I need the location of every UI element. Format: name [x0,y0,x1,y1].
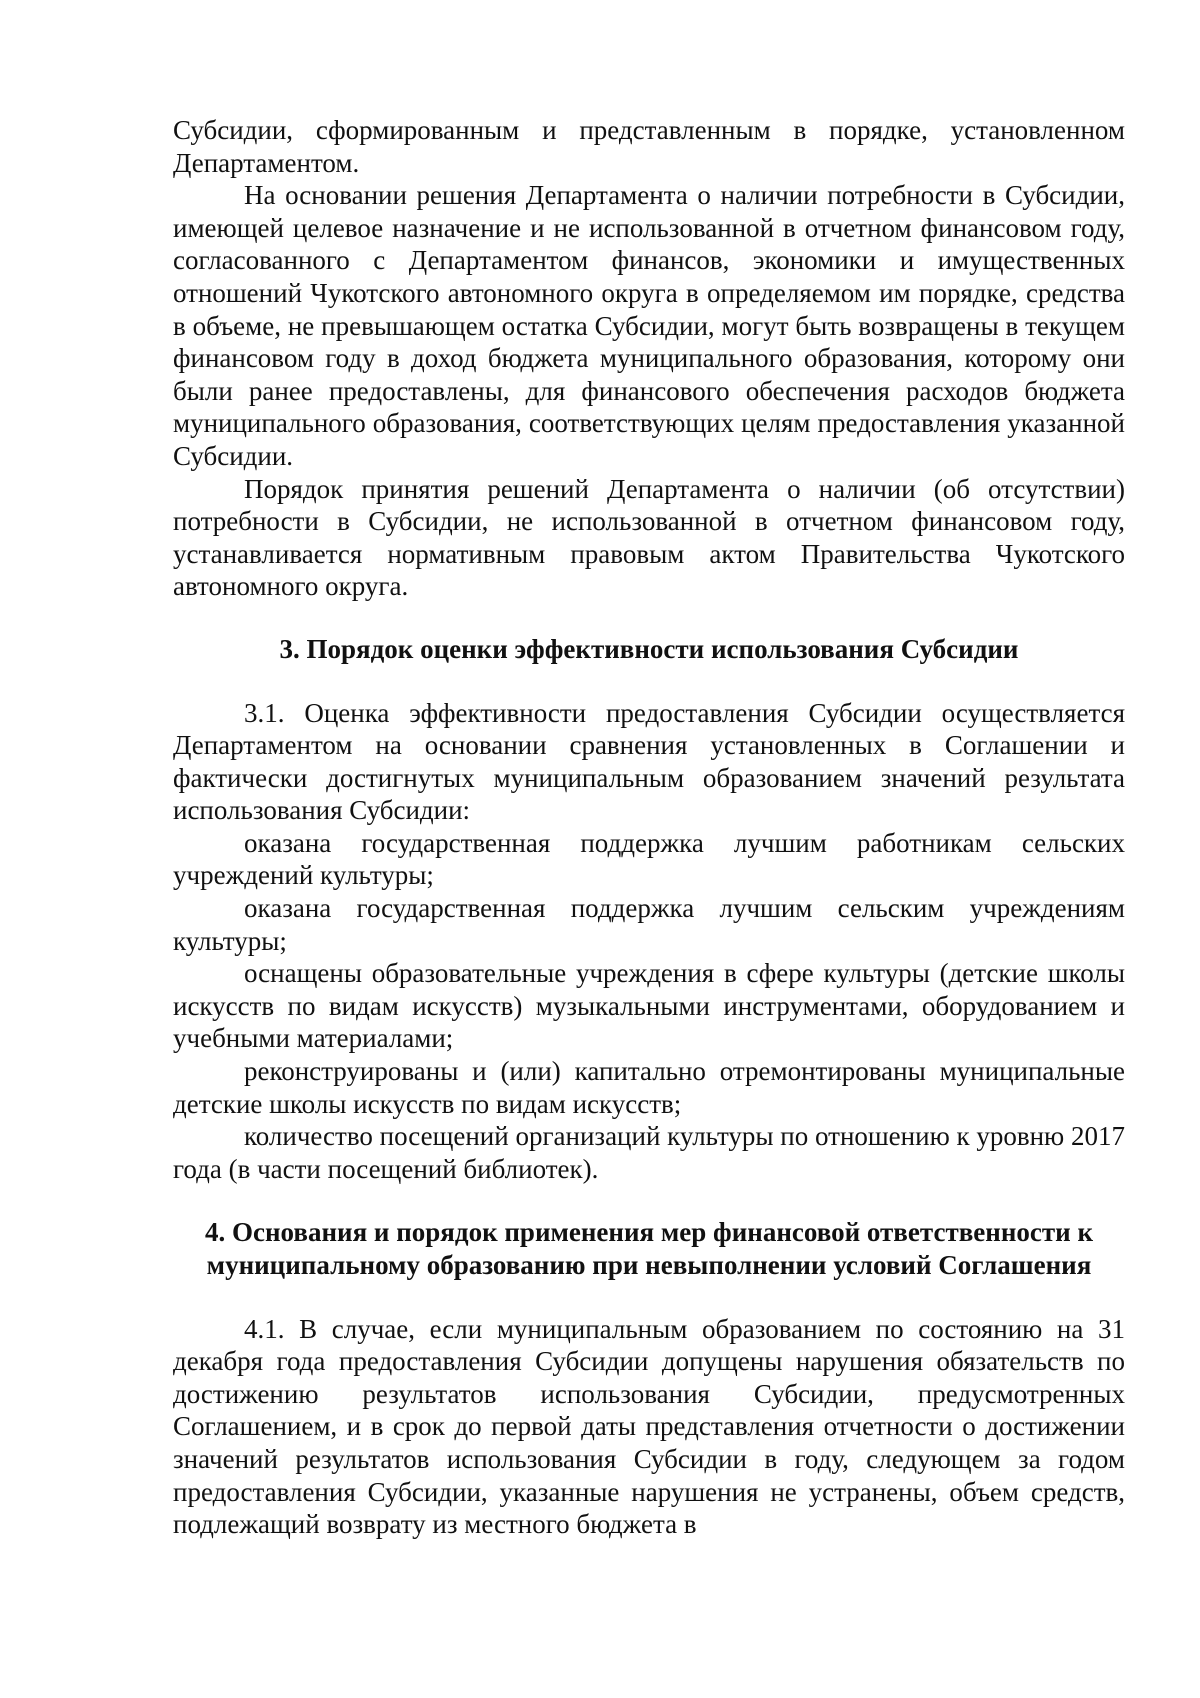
list-item-result-3: оснащены образовательные учреждения в сфере культуры (детские школы искусств по видам искусств) музыкальными инструментами, оборудованием и учебными материалами; [173,958,1125,1054]
section-4-heading-line-1: 4. Основания и порядок применения мер финансовой ответственности к [205,1217,1093,1248]
paragraph-continuation: Субсидии, сформированным и представленным в порядке, установленном Департаментом. [173,115,1125,178]
document-page [173,114,1125,1541]
section-4-heading-line-2: муниципальному образованию при невыполнении условий Соглашения [206,1250,1092,1280]
paragraph-budget-return: На основании решения Департамента о наличии потребности в Субсидии, имеющей целевое назначение и не использованной в отчетном финансовом году, согласованного с Департаментом финансов, экономики и имущественных отношений Чукотского автономного округа в определяемом им порядке, средства в объеме, не превышающем остатка Субсидии, могут быть возвращены в текущем финансовом году в доход бюджета муниципального образования, которому они были ранее предоставлены, для финансового обеспечения расходов бюджета муниципального образования, соответствующих целям предоставления указанной Субсидии. [173,180,1125,471]
paragraph-4-1: 4.1. В случае, если муниципальным образованием по состоянию на 31 декабря года предоставления Субсидии допущены нарушения обязательств по достижению результатов использования Субсидии, предусмотренных Соглашением, и в срок до первой даты представления отчетности о достижении значений результатов использования Субсидии в году, следующем за годом предоставления Субсидии, указанные нарушения не устранены, объем средств, подлежащий возврату из местного бюджета в [173,1313,1125,1540]
list-item-result-5: количество посещений организаций культуры по отношению к уровню 2017 года (в части посещений библиотек). [173,1121,1125,1184]
section-3-heading: 3. Порядок оценки эффективности использования Субсидии [279,633,1019,664]
paragraph-decision-procedure: Порядок принятия решений Департамента о наличии (об отсутствии) потребности в Субсидии, не использованной в отчетном финансовом году, устанавливается нормативным правовым актом Правительства Чукотского автономного округа. [173,473,1125,602]
list-item-result-1: оказана государственная поддержка лучшим работникам сельских учреждений культуры; [173,827,1125,891]
section-4-heading [173,1216,1125,1281]
list-item-result-2: оказана государственная поддержка лучшим сельским учреждениям культуры; [173,893,1125,956]
paragraph-3-1: 3.1. Оценка эффективности предоставления Субсидии осуществляется Департаментом на основании сравнения установленных в Соглашении и фактически достигнутых муниципальным образованием значений результата использования Субсидии: [173,697,1125,826]
list-item-result-4: реконструированы и (или) капитально отремонтированы муниципальные детские школы искусств по видам искусств; [173,1056,1125,1119]
